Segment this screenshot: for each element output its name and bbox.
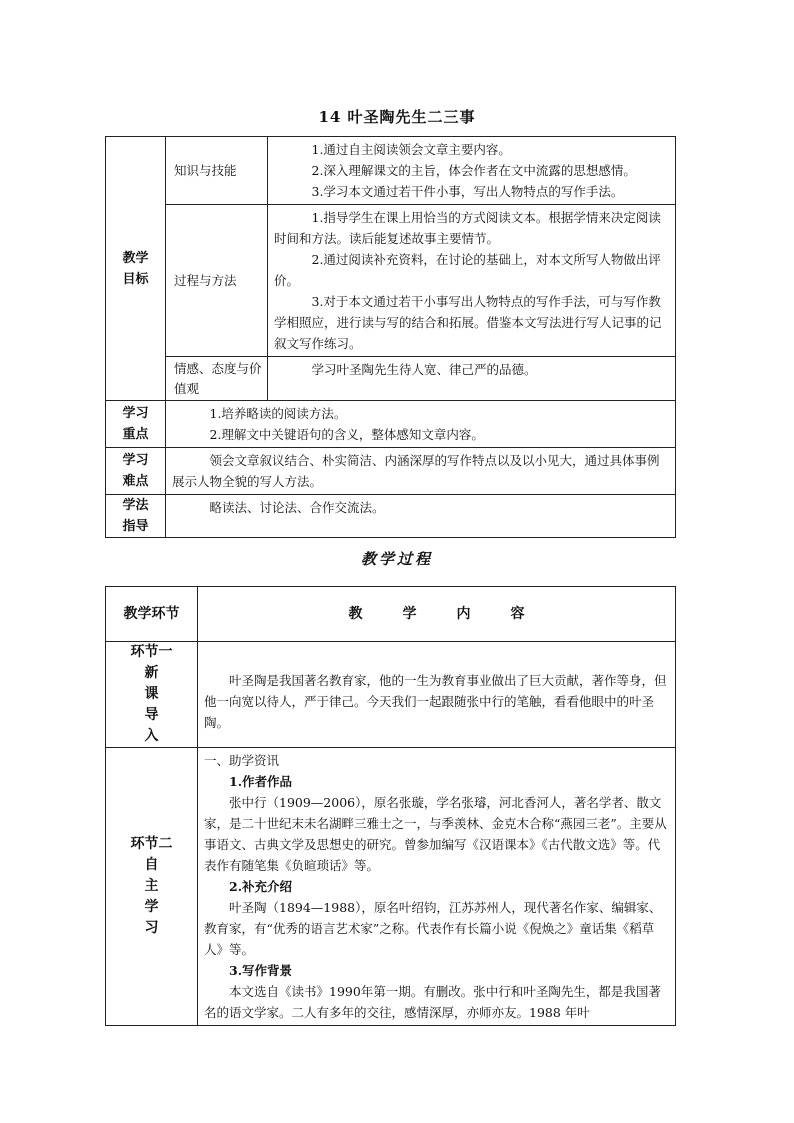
key-points-label: 学习 重点 xyxy=(106,401,166,448)
process-label: 过程与方法 xyxy=(166,205,268,357)
key-points-row xyxy=(106,401,676,448)
page-title: 14 叶圣陶先生二三事 xyxy=(318,108,476,126)
process-content: 1.指导学生在课上用恰当的方式阅读文本。根据学情来决定阅读时间和方法。读后能复述故事主要情节。 2.通过阅读补充资料，在讨论的基础上，对本文所写人物做出评价。 3.对于本文通过若干小事写出人物特点的写作手法，可与写作教学相照应，进行读与写的结合和拓展。借鉴本文写法进行写人记事的记叙文写作练习。 xyxy=(268,205,676,357)
section-heading: 一、助学资讯 xyxy=(204,753,280,768)
knowledge-content: 1.通过自主阅读领会文章主要内容。 2.深入理解课文的主旨，体会作者在文中流露的思想感情。 3.学习本文通过若干件小事，写出人物特点的写作手法。 xyxy=(268,137,676,205)
stage1-label: 环节一 新 课 导 入 xyxy=(106,642,198,748)
difficulties-label: 学习 难点 xyxy=(106,448,166,495)
supplement-text: 叶圣陶（1894—1988），原名叶绍钧，江苏苏州人，现代著名作家、编辑家、教育家，有“优秀的语言艺术家”之称。代表作有长篇小说《倪焕之》童话集《稻草人》等。 xyxy=(204,900,662,957)
difficulties-row xyxy=(106,448,676,495)
stage1-content: 叶圣陶是我国著名教育家，他的一生为教育事业做出了巨大贡献，著作等身，但他一向宽以待人，严于律己。今天我们一起跟随张中行的笔触，看看他眼中的叶圣陶。 xyxy=(198,642,676,748)
methods-content: 略读法、讨论法、合作交流法。 xyxy=(166,495,676,538)
emotion-content: 学习叶圣陶先生待人宽、律己严的品德。 xyxy=(268,357,676,401)
process-row xyxy=(106,205,676,357)
knowledge-label: 知识与技能 xyxy=(166,137,268,205)
difficulties-content: 领会文章叙议结合、朴实简洁、内涵深厚的写作特点以及以小见大，通过具体事例展示人物全貌的写人方法。 xyxy=(166,448,676,495)
background-heading: 3.写作背景 xyxy=(229,963,293,978)
supplement-heading: 2.补充介绍 xyxy=(229,879,293,894)
objectives-label: 教学 目标 xyxy=(106,137,166,401)
stage-column-header: 教学环节 xyxy=(106,587,198,642)
author-text: 张中行（1909—2006），原名张璇，学名张璿，河北香河人，著名学者、散文家，是二十世纪末未名湖畔三雅士之一，与季羡林、金克木合称“燕园三老”。主要从事语文、古典文学及思想史的研究。曾参加编写《汉语课本》《古代散文选》等。代表作有随笔集《负暄琐话》等。 xyxy=(204,795,667,873)
stage2-row xyxy=(106,748,676,1026)
knowledge-row xyxy=(106,137,676,205)
stage2-content xyxy=(198,748,676,1026)
background-text: 本文选自《读书》1990年第一期。有删改。张中行和叶圣陶先生，都是我国著名的语文学家。二人有多年的交往，感情深厚，亦师亦友。1988 年叶 xyxy=(204,984,661,1020)
emotion-row xyxy=(106,357,676,401)
process-header-row xyxy=(106,587,676,642)
process-title: 教学过程 xyxy=(360,550,433,568)
objectives-table xyxy=(105,136,676,538)
emotion-label: 情感、态度与价值观 xyxy=(166,357,268,401)
stage2-label: 环节二 自 主 学 习 xyxy=(106,748,198,1026)
stage1-row xyxy=(106,642,676,748)
methods-label: 学法 指导 xyxy=(106,495,166,538)
content-column-header: 教 学 内 容 xyxy=(198,587,676,642)
process-table xyxy=(105,586,676,1026)
key-points-content: 1.培养略读的阅读方法。 2.理解文中关键语句的含义，整体感知文章内容。 xyxy=(166,401,676,448)
author-heading: 1.作者作品 xyxy=(229,774,293,789)
methods-row xyxy=(106,495,676,538)
